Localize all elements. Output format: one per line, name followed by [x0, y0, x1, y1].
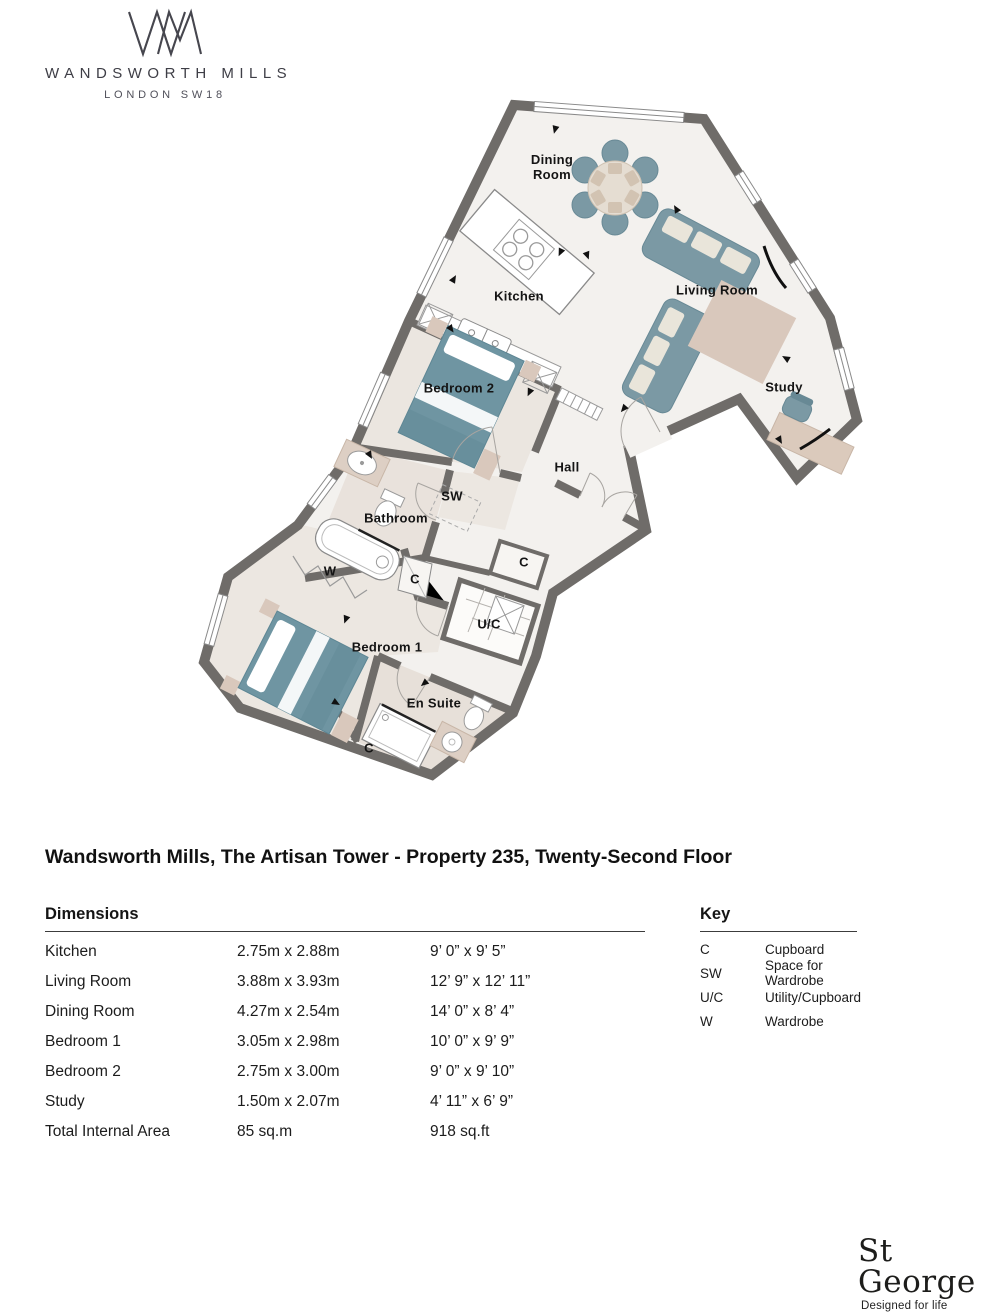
- room-label-space-for-wardrobe: SW: [441, 488, 463, 504]
- key-label: Wardrobe: [765, 1013, 824, 1029]
- dimension-name: Living Room: [45, 973, 132, 990]
- room-label-hall: Hall: [554, 459, 580, 475]
- dimension-name: Kitchen: [45, 943, 97, 960]
- room-label-bathroom: Bathroom: [364, 510, 428, 526]
- page-title: Wandsworth Mills, The Artisan Tower - Property 235, Twenty-Second Floor: [45, 846, 732, 868]
- room-label-bedroom-1: Bedroom 1: [351, 639, 423, 655]
- developer-tagline: Designed for life: [861, 1300, 948, 1312]
- dimensions-section: [45, 905, 645, 1147]
- dimension-metric: 3.05m x 2.98m: [237, 1033, 340, 1050]
- dimensions-heading: Dimensions: [45, 905, 645, 932]
- key-label: Utility/Cupboard: [765, 989, 862, 1005]
- room-label-en-suite: En Suite: [406, 695, 462, 711]
- room-label-kitchen: Kitchen: [494, 288, 544, 304]
- brand-name: WANDSWORTH MILLS: [45, 65, 293, 82]
- dimension-name: Total Internal Area: [45, 1123, 170, 1140]
- dimensions-table: [45, 937, 645, 1147]
- dimension-name: Bedroom 1: [45, 1033, 121, 1050]
- dimension-name: Bedroom 2: [45, 1063, 121, 1080]
- key-label: Cupboard: [765, 941, 825, 957]
- room-label-cupboard-corridor: C: [410, 571, 420, 587]
- room-label-utility-cupboard: U/C: [477, 616, 501, 632]
- room-label-wardrobe: W: [323, 563, 337, 579]
- room-label-bedroom-2: Bedroom 2: [423, 380, 495, 396]
- dimension-name: Dining Room: [45, 1003, 135, 1020]
- key-abbr: U/C: [700, 989, 724, 1005]
- key-abbr: SW: [700, 965, 722, 981]
- dimension-imperial: 918 sq.ft: [430, 1123, 490, 1140]
- room-label-cupboard-bedroom1: C: [364, 740, 374, 756]
- dimension-metric: 3.88m x 3.93m: [237, 973, 340, 990]
- dimension-imperial: 4’ 11” x 6’ 9”: [430, 1093, 513, 1110]
- developer-logo: [858, 1233, 1000, 1312]
- dimension-imperial: 14’ 0” x 8’ 4”: [430, 1003, 515, 1020]
- developer-name: St George: [858, 1233, 976, 1300]
- room-label-living-room: Living Room: [675, 282, 759, 298]
- room-label-study: Study: [765, 379, 803, 395]
- dimension-metric: 85 sq.m: [237, 1123, 293, 1140]
- dimension-name: Study: [45, 1093, 85, 1110]
- dimension-metric: 2.75m x 2.88m: [237, 943, 340, 960]
- dimension-imperial: 12’ 9” x 12’ 11”: [430, 973, 531, 990]
- dimension-metric: 1.50m x 2.07m: [237, 1093, 340, 1110]
- key-abbr: W: [700, 1013, 713, 1029]
- key-label: Space for Wardrobe: [765, 958, 824, 988]
- key-section: [700, 905, 870, 1033]
- key-heading: Key: [700, 905, 857, 932]
- dimension-imperial: 10’ 0” x 9’ 9”: [430, 1033, 515, 1050]
- room-label-cupboard-hall: C: [519, 554, 529, 570]
- dimension-imperial: 9’ 0” x 9’ 10”: [430, 1063, 515, 1080]
- dimension-metric: 2.75m x 3.00m: [237, 1063, 340, 1080]
- dimension-imperial: 9’ 0” x 9’ 5”: [430, 943, 506, 960]
- key-table: [700, 937, 870, 1033]
- brand-location: LONDON SW18: [104, 89, 226, 101]
- room-label-dining-room: Dining Room: [530, 151, 574, 182]
- key-abbr: C: [700, 941, 710, 957]
- dimension-metric: 4.27m x 2.54m: [237, 1003, 340, 1020]
